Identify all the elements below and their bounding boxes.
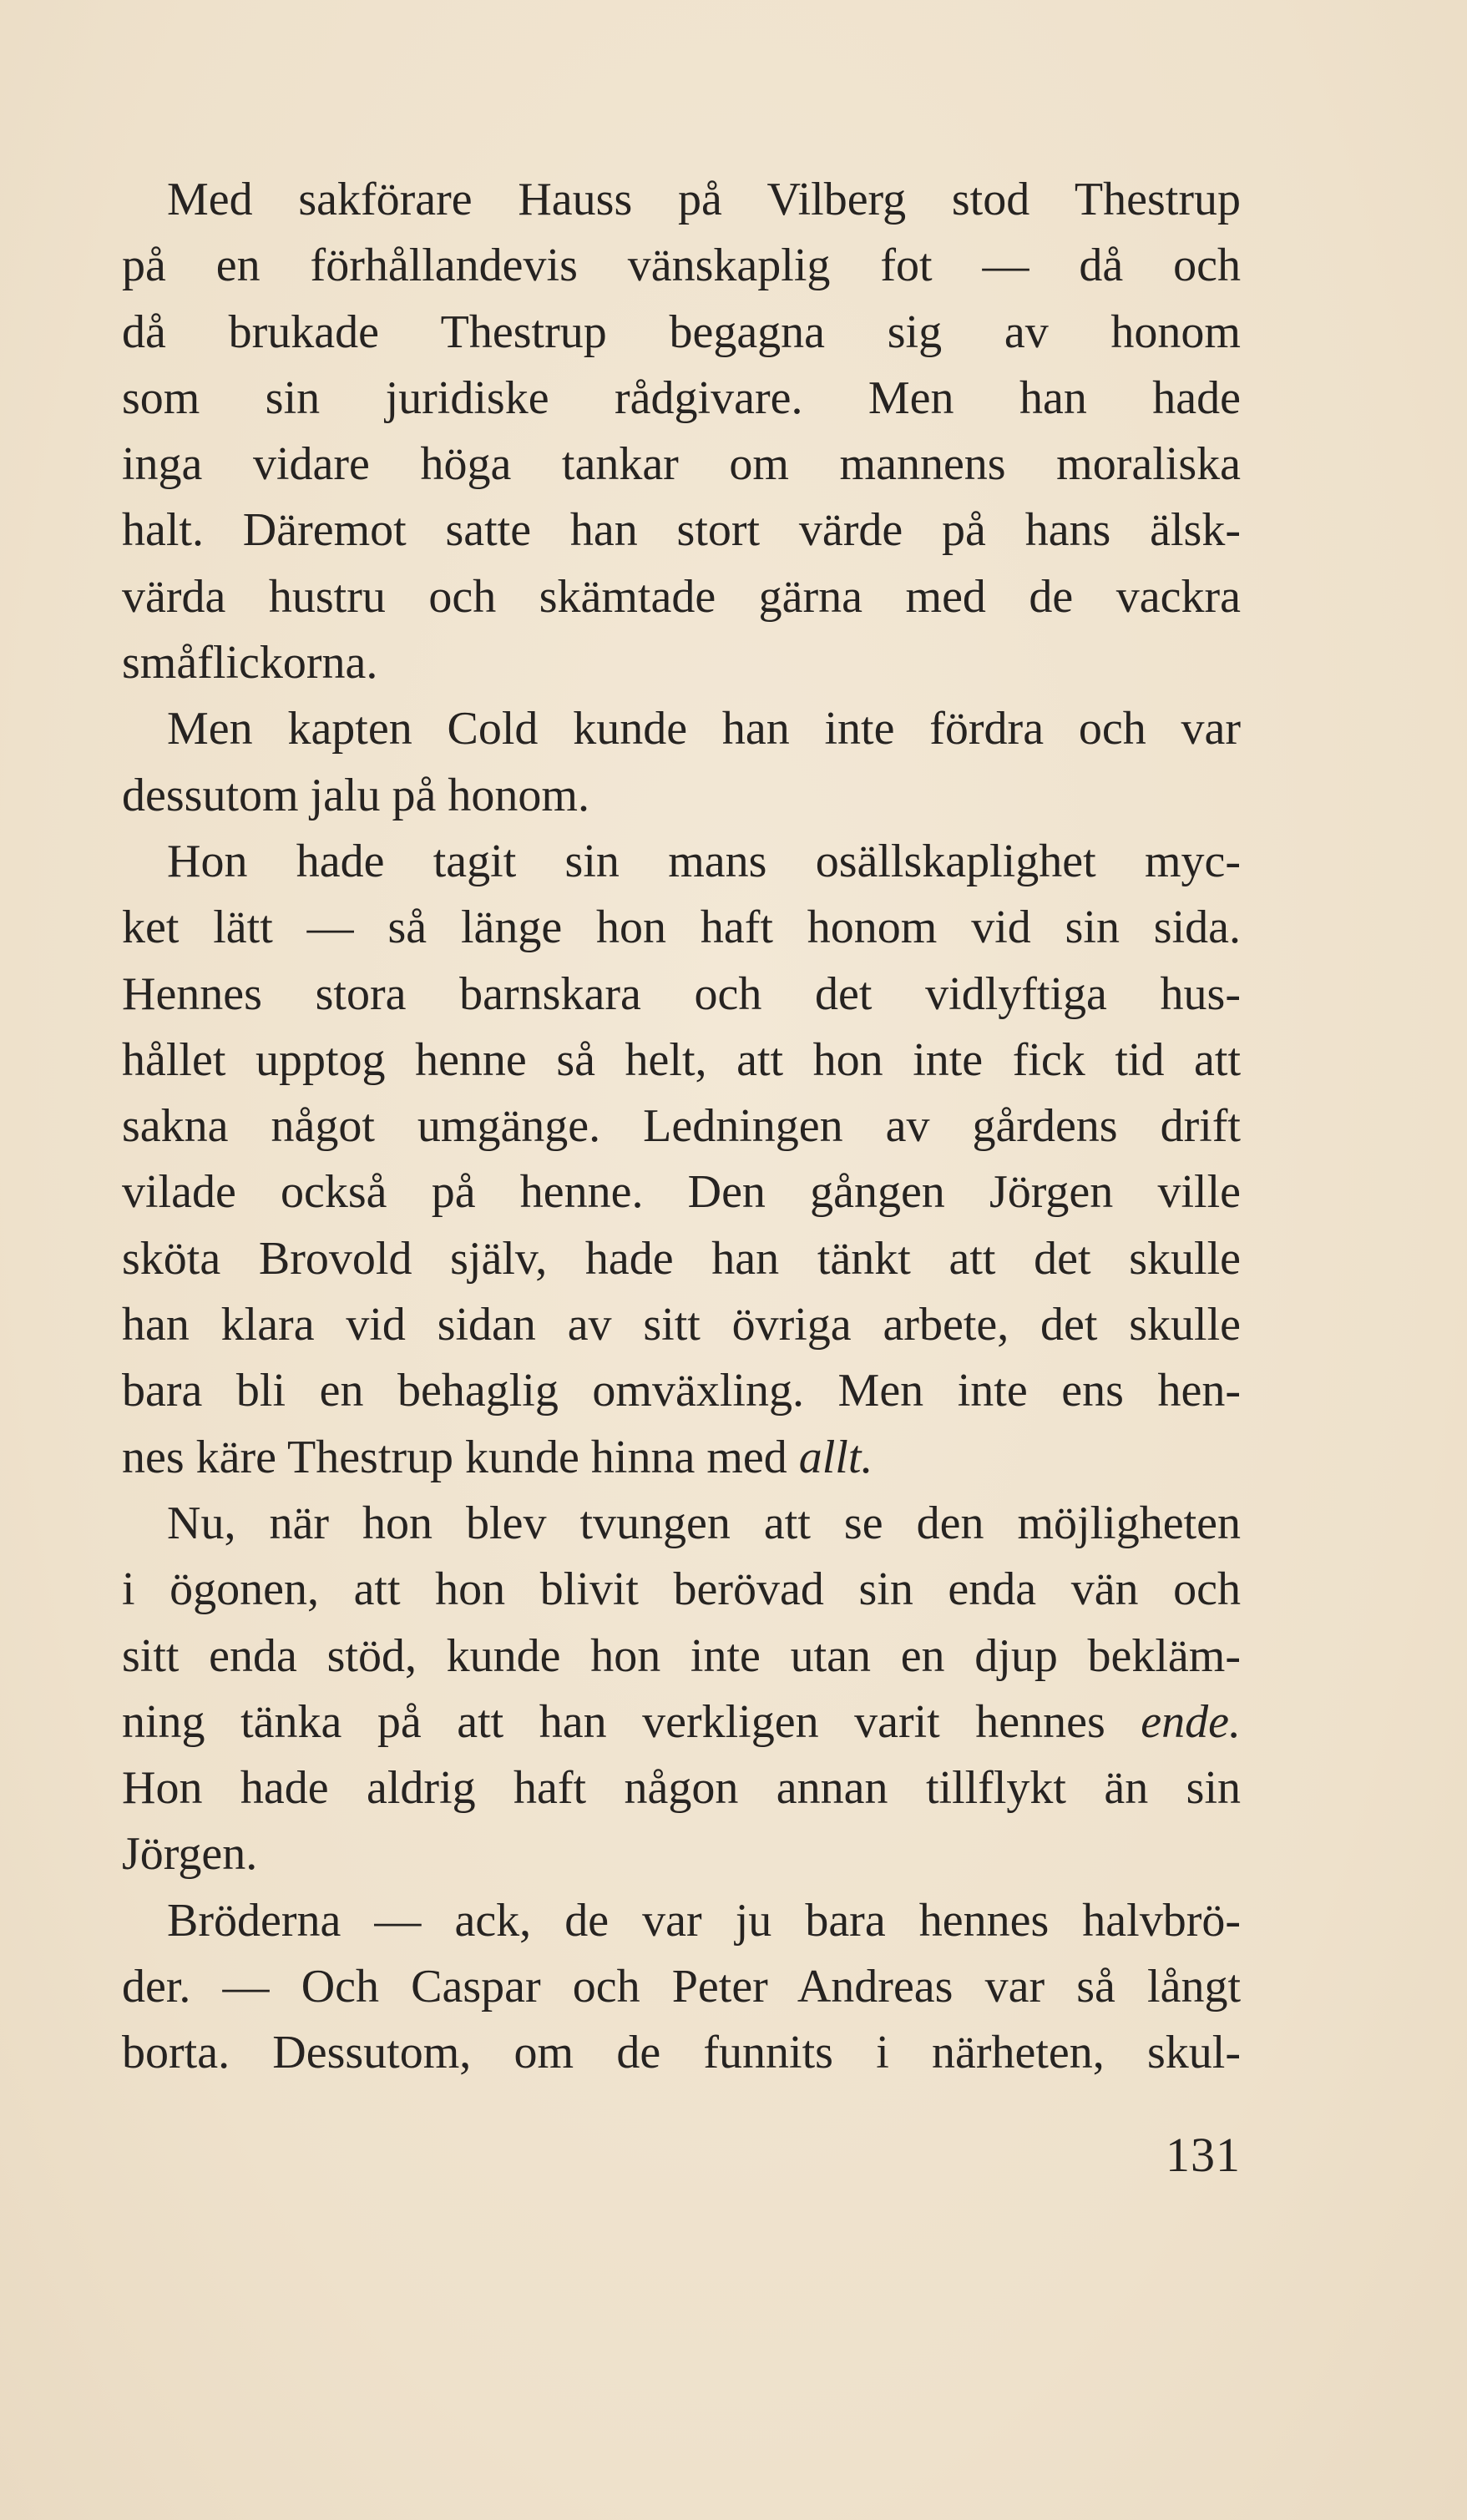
- text-line: [122, 497, 1241, 563]
- text-line-content: nes käre Thestrup kunde hinna med: [122, 1431, 787, 1483]
- text-line: [122, 962, 1241, 1028]
- text-line-content: sköta Brovold själv, hade han tänkt att det skulle: [122, 1232, 1241, 1285]
- text-line: [122, 1093, 1241, 1159]
- text-line: [122, 895, 1241, 961]
- italic-word: ende.: [1141, 1695, 1241, 1748]
- text-line: [122, 564, 1241, 630]
- text-line: [122, 1226, 1241, 1292]
- text-line: [122, 763, 1241, 829]
- text-line-content: Med sakförare Hauss på Vilberg stod Thestrup: [167, 174, 1241, 225]
- text-line-content: som sin juridiske rådgivare. Men han hade: [122, 371, 1241, 424]
- text-line: [122, 1689, 1241, 1755]
- text-line-content: Hon hade aldrig haft någon annan tillflykt än sin: [122, 1762, 1241, 1815]
- text-line: [122, 1821, 1241, 1887]
- text-line: [122, 696, 1241, 762]
- text-line: [122, 1028, 1241, 1093]
- text-line-content: Bröderna — ack, de var ju bara hennes halvbrö-: [167, 1894, 1241, 1947]
- text-line-content: halt. Däremot satte han stort värde på hans älsk-: [122, 504, 1241, 557]
- text-line-content: Hon hade tagit sin mans osällskaplighet myc-: [167, 835, 1241, 887]
- text-line-content: ket lätt — så länge hon haft honom vid sin sida.: [122, 901, 1241, 954]
- text-line-content: borta. Dessutom, om de funnits i närheten, skul-: [122, 2027, 1241, 2079]
- text-line: [122, 1954, 1241, 2020]
- text-line: [122, 2020, 1241, 2086]
- text-line-content: inga vidare höga tankar om mannens moraliska: [122, 438, 1241, 491]
- text-line: [122, 167, 1241, 233]
- text-line: [122, 1491, 1241, 1557]
- text-line-content: han klara vid sidan av sitt övriga arbete, det skulle: [122, 1299, 1241, 1351]
- text-line: [122, 1557, 1241, 1623]
- text-line: [122, 1292, 1241, 1358]
- text-line-content: på en förhållandevis vänskaplig fot — då och: [122, 240, 1241, 292]
- text-line-content: dessutom jalu på honom.: [122, 769, 589, 821]
- text-line-content: ning tänka på att han verkligen varit hennes: [122, 1695, 1105, 1748]
- text-line-content: hållet upptog henne så helt, att hon inte fick tid att: [122, 1033, 1241, 1086]
- text-line: [122, 1755, 1241, 1821]
- text-line-content: vilade också på henne. Den gången Jörgen ville: [122, 1166, 1241, 1219]
- text-line: [122, 829, 1241, 895]
- page-number: 131: [1166, 2128, 1241, 2182]
- text-line-content: sakna något umgänge. Ledningen av gårdens drift: [122, 1100, 1241, 1153]
- text-line: [122, 1888, 1241, 1954]
- text-line-content: bara bli en behaglig omväxling. Men inte ens hen-: [122, 1365, 1241, 1417]
- text-line-content: Hennes stora barnskara och det vidlyftiga hus-: [122, 967, 1241, 1020]
- text-line-content: Men kapten Cold kunde han inte fördra och var: [167, 703, 1241, 755]
- italic-word: allt.: [798, 1431, 873, 1483]
- text-line: [122, 1425, 1241, 1491]
- text-line: [122, 630, 1241, 696]
- text-line: [122, 432, 1241, 497]
- text-line-content: sitt enda stöd, kunde hon inte utan en djup bekläm-: [122, 1629, 1241, 1682]
- text-line: [122, 300, 1241, 366]
- text-line: [122, 366, 1241, 432]
- text-line-content: värda hustru och skämtade gärna med de vackra: [122, 570, 1241, 623]
- text-line-content: småflickorna.: [122, 637, 378, 689]
- text-line-content: der. — Och Caspar och Peter Andreas var så långt: [122, 1961, 1241, 2013]
- text-line-content: Jörgen.: [122, 1828, 258, 1881]
- text-line-content: då brukade Thestrup begagna sig av honom: [122, 306, 1241, 358]
- text-line-content: Nu, när hon blev tvungen att se den möjligheten: [167, 1497, 1241, 1549]
- text-line: [122, 1624, 1241, 1689]
- text-line-content: i ögonen, att hon blivit berövad sin enda vän och: [122, 1563, 1241, 1616]
- text-line: [122, 233, 1241, 299]
- text-line: [122, 1358, 1241, 1424]
- body-text: [122, 167, 1241, 2087]
- text-line: [122, 1159, 1241, 1225]
